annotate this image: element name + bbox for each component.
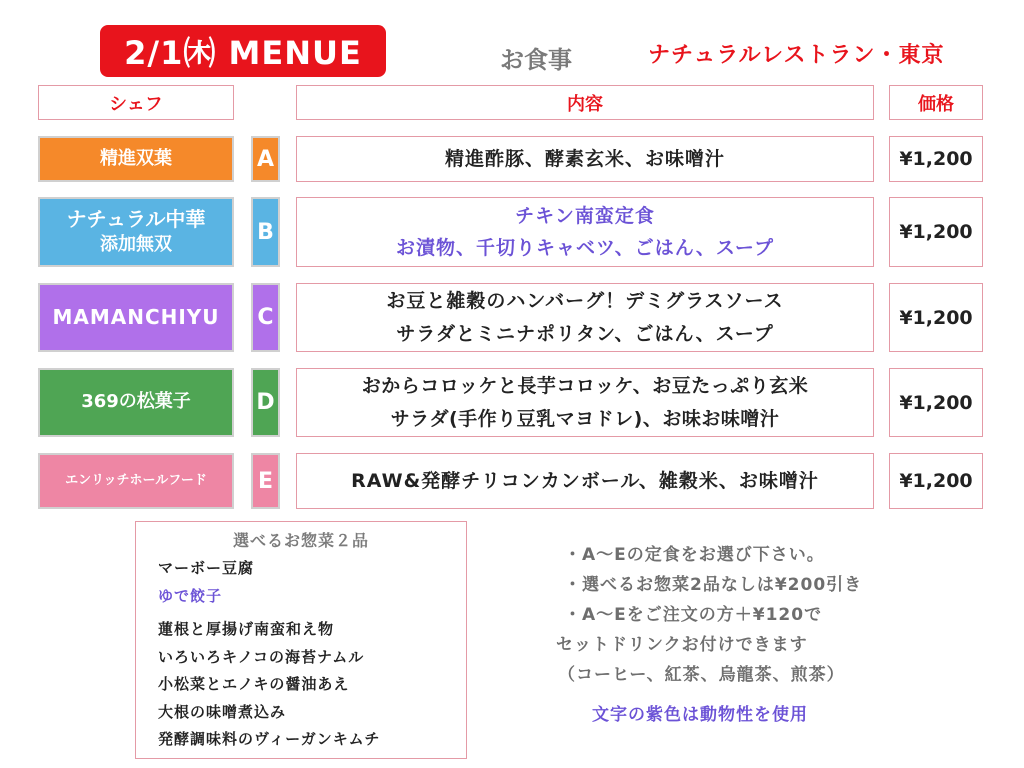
note-line: ・A～Eの定食をお選び下さい。 [564,545,825,565]
chef-name-line: ナチュラル中華 [66,207,206,232]
note-line: ・A～Eをご注文の方＋¥120で [564,605,823,625]
row-letter-c: C [251,283,280,352]
menu-line: おからコロッケと長芋コロッケ、お豆たっぷり玄米 [361,375,809,398]
price-a: ¥1,200 [889,136,983,182]
order-notes [556,540,862,730]
side-dishes-box [135,521,467,759]
menu-content-d [296,368,874,437]
row-letter-a: A [251,136,280,182]
row-letter-d: D [251,368,280,437]
chef-name-c: MAMANCHIYU [38,283,234,352]
side-dish-item: 蓮根と厚揚げ南蛮和え物 [158,620,335,638]
price-c: ¥1,200 [889,283,983,352]
menu-content-c [296,283,874,352]
side-dish-item: 小松菜とエノキの醤油あえ [158,675,350,693]
menu-line: 精進酢豚、酵素玄米、お味噌汁 [444,147,725,170]
chef-name-e: エンリッチホールフード [38,453,234,509]
menu-line: チキン南蛮定食 [515,204,655,227]
side-dish-item: 大根の味噌煮込み [158,702,287,721]
row-letter-b: B [251,197,280,267]
column-header-content: 内容 [296,85,874,120]
restaurant-name: ナチュラルレストラン・東京 [648,43,945,68]
menu-date-title: 2/1㈭ MENUE [100,25,386,77]
note-line: セットドリンクお付けできます [556,635,808,655]
side-dish-item: 発酵調味料のヴィーガンキムチ [158,730,381,748]
chef-name-d: 369の松菓子 [38,368,234,437]
menu-line: お漬物、千切りキャベツ、ごはん、スープ [396,237,774,259]
animal-product-note: 文字の紫色は動物性を使用 [592,705,808,725]
menu-line: サラダとミニナポリタン、ごはん、スープ [396,322,774,345]
chef-name-a: 精進双葉 [38,136,234,182]
side-dishes-title: 選べるお惣菜２品 [232,531,369,550]
price-b: ¥1,200 [889,197,983,267]
side-dish-item: ゆで餃子 [158,586,223,605]
column-header-price: 価格 [889,85,983,120]
side-dish-item: マーボー豆腐 [158,559,255,577]
column-header-chef: シェフ [38,85,234,120]
side-dish-item: いろいろキノコの海苔ナムル [158,647,365,666]
price-e: ¥1,200 [889,453,983,509]
note-line: （コーヒー、紅茶、烏龍茶、煎茶） [558,665,845,685]
menu-line: RAW&発酵チリコンカンボール、雑穀米、お味噌汁 [351,469,819,492]
row-letter-e: E [251,453,280,509]
chef-name-b [38,197,234,267]
chef-name-line: 添加無双 [100,234,172,256]
menu-content-e [296,453,874,509]
menu-line: サラダ(手作り豆乳マヨドレ)、お味お味噌汁 [390,407,780,430]
menu-line: お豆と雑穀のハンバーグ！デミグラスソース [386,290,784,313]
menu-content-b [296,197,874,267]
meal-subtitle: お食事 [500,46,572,74]
note-line: ・選べるお惣菜2品なしは¥200引き [564,575,863,595]
menu-content-a [296,136,874,182]
price-d: ¥1,200 [889,368,983,437]
